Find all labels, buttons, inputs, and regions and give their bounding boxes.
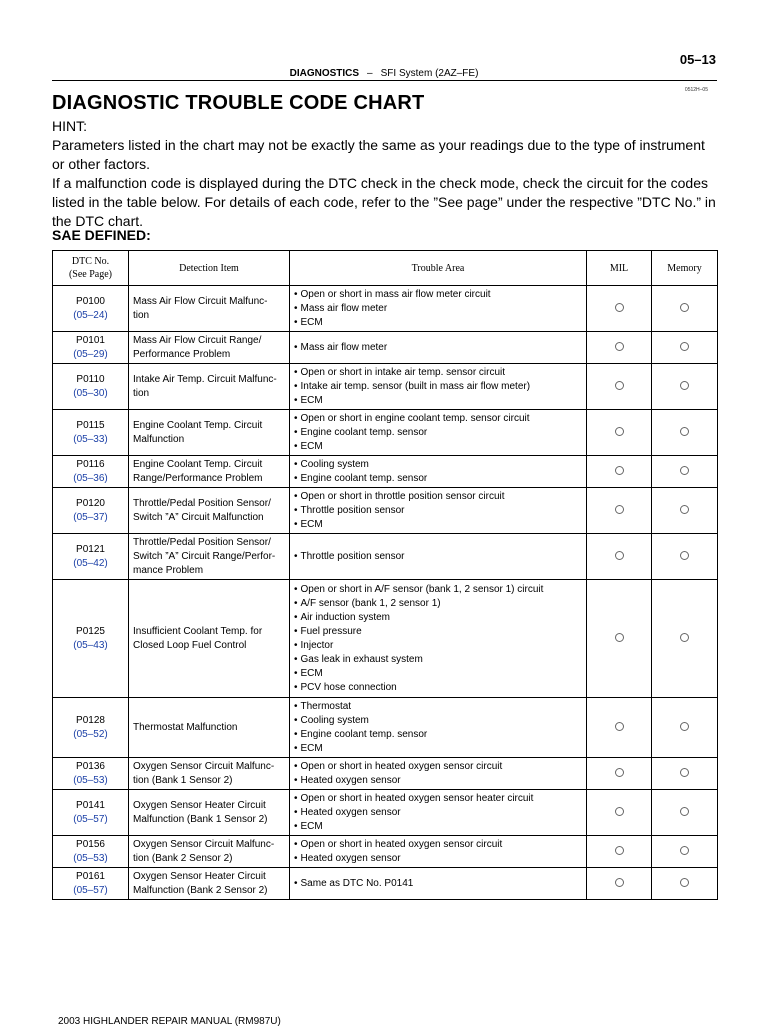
trouble-area-list xyxy=(294,412,582,454)
trouble-area-item: • ECM xyxy=(294,518,582,532)
trouble-area-item: • ECM xyxy=(294,394,582,408)
hint-paragraph-1: Parameters listed in the chart may not be exactly the same as your readings due to the type of instrument or other factors. xyxy=(52,137,705,172)
trouble-area-list xyxy=(294,792,582,834)
dtc-code: P0128 xyxy=(76,714,105,726)
header-dtc-line-2: (See Page) xyxy=(68,269,113,280)
mil-cell xyxy=(587,790,652,836)
detection-item: Insufficient Coolant Temp. for Closed Loop Fuel Control xyxy=(129,580,290,698)
header-trouble-area: Trouble Area xyxy=(290,251,587,286)
trouble-area-list xyxy=(294,550,582,564)
trouble-area-list xyxy=(294,341,582,355)
mil-circle-icon xyxy=(615,878,624,887)
mil-circle-icon xyxy=(615,846,624,855)
see-page-link[interactable]: (05–36) xyxy=(73,472,108,484)
trouble-area-list xyxy=(294,458,582,486)
dtc-code-cell xyxy=(53,698,129,758)
table-row xyxy=(53,758,718,790)
trouble-area-item: • Injector xyxy=(294,639,582,653)
mil-circle-icon xyxy=(615,551,624,560)
trouble-area-item: • Engine coolant temp. sensor xyxy=(294,472,582,486)
trouble-area-item: • Heated oxygen sensor xyxy=(294,774,582,788)
trouble-area-item: • Intake air temp. sensor (built in mass air flow meter) xyxy=(294,380,582,394)
trouble-area-cell xyxy=(290,758,587,790)
trouble-area-item: • A/F sensor (bank 1, 2 sensor 1) xyxy=(294,597,582,611)
detection-item: Engine Coolant Temp. Circuit Malfunction xyxy=(129,410,290,456)
mil-cell xyxy=(587,456,652,488)
trouble-area-item: • Engine coolant temp. sensor xyxy=(294,728,582,742)
memory-circle-icon xyxy=(680,466,689,475)
trouble-area-item: • ECM xyxy=(294,667,582,681)
see-page-link[interactable]: (05–29) xyxy=(73,348,108,360)
mil-cell xyxy=(587,758,652,790)
trouble-area-item: • Heated oxygen sensor xyxy=(294,806,582,820)
trouble-area-item: • Engine coolant temp. sensor xyxy=(294,426,582,440)
trouble-area-item: • Fuel pressure xyxy=(294,625,582,639)
section-separator: – xyxy=(367,68,373,79)
page-number: 05–13 xyxy=(679,52,716,67)
detection-item: Throttle/Pedal Position Sensor/ Switch ”A” Circuit Range/Perfor- mance Problem xyxy=(129,534,290,580)
trouble-area-cell xyxy=(290,868,587,900)
see-page-link[interactable]: (05–37) xyxy=(73,511,108,523)
header-memory: Memory xyxy=(652,251,718,286)
dtc-code-cell xyxy=(53,364,129,410)
see-page-link[interactable]: (05–52) xyxy=(73,728,108,740)
trouble-area-cell xyxy=(290,580,587,698)
memory-cell xyxy=(652,698,718,758)
mil-cell xyxy=(587,410,652,456)
memory-cell xyxy=(652,410,718,456)
mil-cell xyxy=(587,332,652,364)
trouble-area-item: • ECM xyxy=(294,316,582,330)
mil-circle-icon xyxy=(615,427,624,436)
see-page-link[interactable]: (05–42) xyxy=(73,557,108,569)
trouble-area-cell xyxy=(290,790,587,836)
trouble-area-item: • ECM xyxy=(294,742,582,756)
dtc-code-cell xyxy=(53,836,129,868)
mil-circle-icon xyxy=(615,722,624,731)
dtc-code-cell xyxy=(53,868,129,900)
memory-cell xyxy=(652,836,718,868)
memory-circle-icon xyxy=(680,846,689,855)
detection-item: Engine Coolant Temp. Circuit Range/Performance Problem xyxy=(129,456,290,488)
memory-circle-icon xyxy=(680,878,689,887)
dtc-code: P0125 xyxy=(76,625,105,637)
dtc-code-cell xyxy=(53,488,129,534)
memory-cell xyxy=(652,286,718,332)
footer: 2003 HIGHLANDER REPAIR MANUAL (RM987U) xyxy=(58,1016,281,1027)
table-row xyxy=(53,790,718,836)
trouble-area-item: • Open or short in heated oxygen sensor heater circuit xyxy=(294,792,582,806)
detection-item: Oxygen Sensor Heater Circuit Malfunction (Bank 1 Sensor 2) xyxy=(129,790,290,836)
header-dtc-line-1: DTC No. xyxy=(71,256,110,267)
trouble-area-item: • Gas leak in exhaust system xyxy=(294,653,582,667)
mil-cell xyxy=(587,286,652,332)
reference-code: 0512H–05 xyxy=(684,87,708,93)
table-row xyxy=(53,286,718,332)
dtc-code: P0156 xyxy=(76,838,105,850)
trouble-area-list xyxy=(294,583,582,695)
memory-cell xyxy=(652,456,718,488)
see-page-link[interactable]: (05–53) xyxy=(73,774,108,786)
dtc-code: P0161 xyxy=(76,870,105,882)
memory-circle-icon xyxy=(680,633,689,642)
trouble-area-item: • Same as DTC No. P0141 xyxy=(294,877,582,891)
sae-defined-label: SAE DEFINED: xyxy=(52,227,151,243)
memory-circle-icon xyxy=(680,722,689,731)
dtc-code: P0120 xyxy=(76,497,105,509)
dtc-code-cell xyxy=(53,580,129,698)
memory-cell xyxy=(652,758,718,790)
detection-item: Thermostat Malfunction xyxy=(129,698,290,758)
memory-cell xyxy=(652,580,718,698)
memory-circle-icon xyxy=(680,381,689,390)
mil-cell xyxy=(587,488,652,534)
trouble-area-list xyxy=(294,288,582,330)
detection-item: Throttle/Pedal Position Sensor/ Switch ”A” Circuit Malfunction xyxy=(129,488,290,534)
table-header-row xyxy=(53,251,718,286)
trouble-area-item: • Mass air flow meter xyxy=(294,341,582,355)
dtc-code-cell xyxy=(53,456,129,488)
section-header xyxy=(0,68,768,79)
dtc-chart-table xyxy=(52,250,718,900)
memory-circle-icon xyxy=(680,427,689,436)
trouble-area-cell xyxy=(290,410,587,456)
trouble-area-item: • Throttle position sensor xyxy=(294,504,582,518)
table-row xyxy=(53,868,718,900)
see-page-link[interactable]: (05–53) xyxy=(73,852,108,864)
dtc-code-cell xyxy=(53,332,129,364)
detection-item: Intake Air Temp. Circuit Malfunc- tion xyxy=(129,364,290,410)
dtc-code: P0116 xyxy=(76,458,105,470)
trouble-area-list xyxy=(294,700,582,756)
table-row xyxy=(53,364,718,410)
table-row xyxy=(53,488,718,534)
trouble-area-list xyxy=(294,838,582,866)
trouble-area-item: • Air induction system xyxy=(294,611,582,625)
header-detection-item: Detection Item xyxy=(129,251,290,286)
table-row xyxy=(53,836,718,868)
dtc-code: P0115 xyxy=(76,419,105,431)
trouble-area-item: • Cooling system xyxy=(294,458,582,472)
dtc-code: P0121 xyxy=(76,543,105,555)
trouble-area-item: • Thermostat xyxy=(294,700,582,714)
trouble-area-item: • Open or short in intake air temp. sensor circuit xyxy=(294,366,582,380)
mil-cell xyxy=(587,698,652,758)
memory-cell xyxy=(652,790,718,836)
trouble-area-item: • Open or short in throttle position sensor circuit xyxy=(294,490,582,504)
dtc-code: P0136 xyxy=(76,760,105,772)
header-rule xyxy=(52,80,717,81)
mil-circle-icon xyxy=(615,768,624,777)
trouble-area-cell xyxy=(290,534,587,580)
trouble-area-list xyxy=(294,366,582,408)
table-row xyxy=(53,410,718,456)
memory-circle-icon xyxy=(680,303,689,312)
mil-circle-icon xyxy=(615,633,624,642)
hint-label: HINT: xyxy=(52,118,87,134)
trouble-area-item: • Open or short in engine coolant temp. sensor circuit xyxy=(294,412,582,426)
section-name: DIAGNOSTICS xyxy=(289,68,360,79)
mil-cell xyxy=(587,580,652,698)
trouble-area-item: • Open or short in mass air flow meter circuit xyxy=(294,288,582,302)
memory-circle-icon xyxy=(680,505,689,514)
hint-block xyxy=(52,117,720,231)
see-page-link[interactable]: (05–57) xyxy=(73,813,108,825)
trouble-area-cell xyxy=(290,698,587,758)
detection-item: Oxygen Sensor Circuit Malfunc- tion (Bank 2 Sensor 2) xyxy=(129,836,290,868)
mil-circle-icon xyxy=(615,466,624,475)
dtc-code-cell xyxy=(53,410,129,456)
memory-circle-icon xyxy=(680,551,689,560)
header-mil: MIL xyxy=(587,251,652,286)
trouble-area-list xyxy=(294,760,582,788)
memory-circle-icon xyxy=(680,342,689,351)
mil-cell xyxy=(587,364,652,410)
memory-cell xyxy=(652,534,718,580)
table-body xyxy=(53,286,718,900)
mil-cell xyxy=(587,836,652,868)
memory-circle-icon xyxy=(680,768,689,777)
table-row xyxy=(53,698,718,758)
detection-item: Oxygen Sensor Circuit Malfunc- tion (Bank 1 Sensor 2) xyxy=(129,758,290,790)
mil-cell xyxy=(587,534,652,580)
dtc-code: P0141 xyxy=(76,799,105,811)
memory-cell xyxy=(652,364,718,410)
trouble-area-item: • Throttle position sensor xyxy=(294,550,582,564)
dtc-code-cell xyxy=(53,286,129,332)
trouble-area-list xyxy=(294,877,582,891)
trouble-area-cell xyxy=(290,332,587,364)
dtc-code: P0110 xyxy=(76,373,105,385)
table-row xyxy=(53,456,718,488)
trouble-area-item: • Open or short in A/F sensor (bank 1, 2 sensor 1) circuit xyxy=(294,583,582,597)
memory-cell xyxy=(652,488,718,534)
see-page-link[interactable]: (05–30) xyxy=(73,387,108,399)
trouble-area-item: • Heated oxygen sensor xyxy=(294,852,582,866)
trouble-area-cell xyxy=(290,488,587,534)
detection-item: Oxygen Sensor Heater Circuit Malfunction (Bank 2 Sensor 2) xyxy=(129,868,290,900)
mil-circle-icon xyxy=(615,505,624,514)
dtc-code-cell xyxy=(53,790,129,836)
trouble-area-item: • Mass air flow meter xyxy=(294,302,582,316)
trouble-area-cell xyxy=(290,836,587,868)
table-row xyxy=(53,534,718,580)
see-page-link[interactable]: (05–43) xyxy=(73,639,108,651)
trouble-area-list xyxy=(294,490,582,532)
trouble-area-item: • Open or short in heated oxygen sensor circuit xyxy=(294,760,582,774)
mil-circle-icon xyxy=(615,807,624,816)
dtc-code: P0100 xyxy=(76,295,105,307)
see-page-link[interactable]: (05–57) xyxy=(73,884,108,896)
dtc-code: P0101 xyxy=(76,334,105,346)
trouble-area-item: • PCV hose connection xyxy=(294,681,582,695)
table-row xyxy=(53,580,718,698)
memory-cell xyxy=(652,332,718,364)
hint-paragraph-2: If a malfunction code is displayed during the DTC check in the check mode, check the circuit for the codes listed in the table below. For details of each code, refer to the ”See page” under the respective ”DTC No.” in the DTC chart. xyxy=(52,175,716,229)
mil-circle-icon xyxy=(615,303,624,312)
trouble-area-cell xyxy=(290,286,587,332)
mil-circle-icon xyxy=(615,381,624,390)
see-page-link[interactable]: (05–33) xyxy=(73,433,108,445)
header-dtc-no xyxy=(53,251,129,286)
page-title: DIAGNOSTIC TROUBLE CODE CHART xyxy=(52,92,425,114)
trouble-area-item: • ECM xyxy=(294,820,582,834)
detection-item: Mass Air Flow Circuit Range/ Performance Problem xyxy=(129,332,290,364)
subsection-name: SFI System (2AZ–FE) xyxy=(380,68,479,79)
trouble-area-item: • Cooling system xyxy=(294,714,582,728)
mil-circle-icon xyxy=(615,342,624,351)
detection-item: Mass Air Flow Circuit Malfunc- tion xyxy=(129,286,290,332)
trouble-area-cell xyxy=(290,456,587,488)
memory-cell xyxy=(652,868,718,900)
trouble-area-item: • ECM xyxy=(294,440,582,454)
trouble-area-cell xyxy=(290,364,587,410)
trouble-area-item: • Open or short in heated oxygen sensor circuit xyxy=(294,838,582,852)
dtc-code-cell xyxy=(53,758,129,790)
see-page-link[interactable]: (05–24) xyxy=(73,309,108,321)
table-row xyxy=(53,332,718,364)
memory-circle-icon xyxy=(680,807,689,816)
mil-cell xyxy=(587,868,652,900)
dtc-code-cell xyxy=(53,534,129,580)
